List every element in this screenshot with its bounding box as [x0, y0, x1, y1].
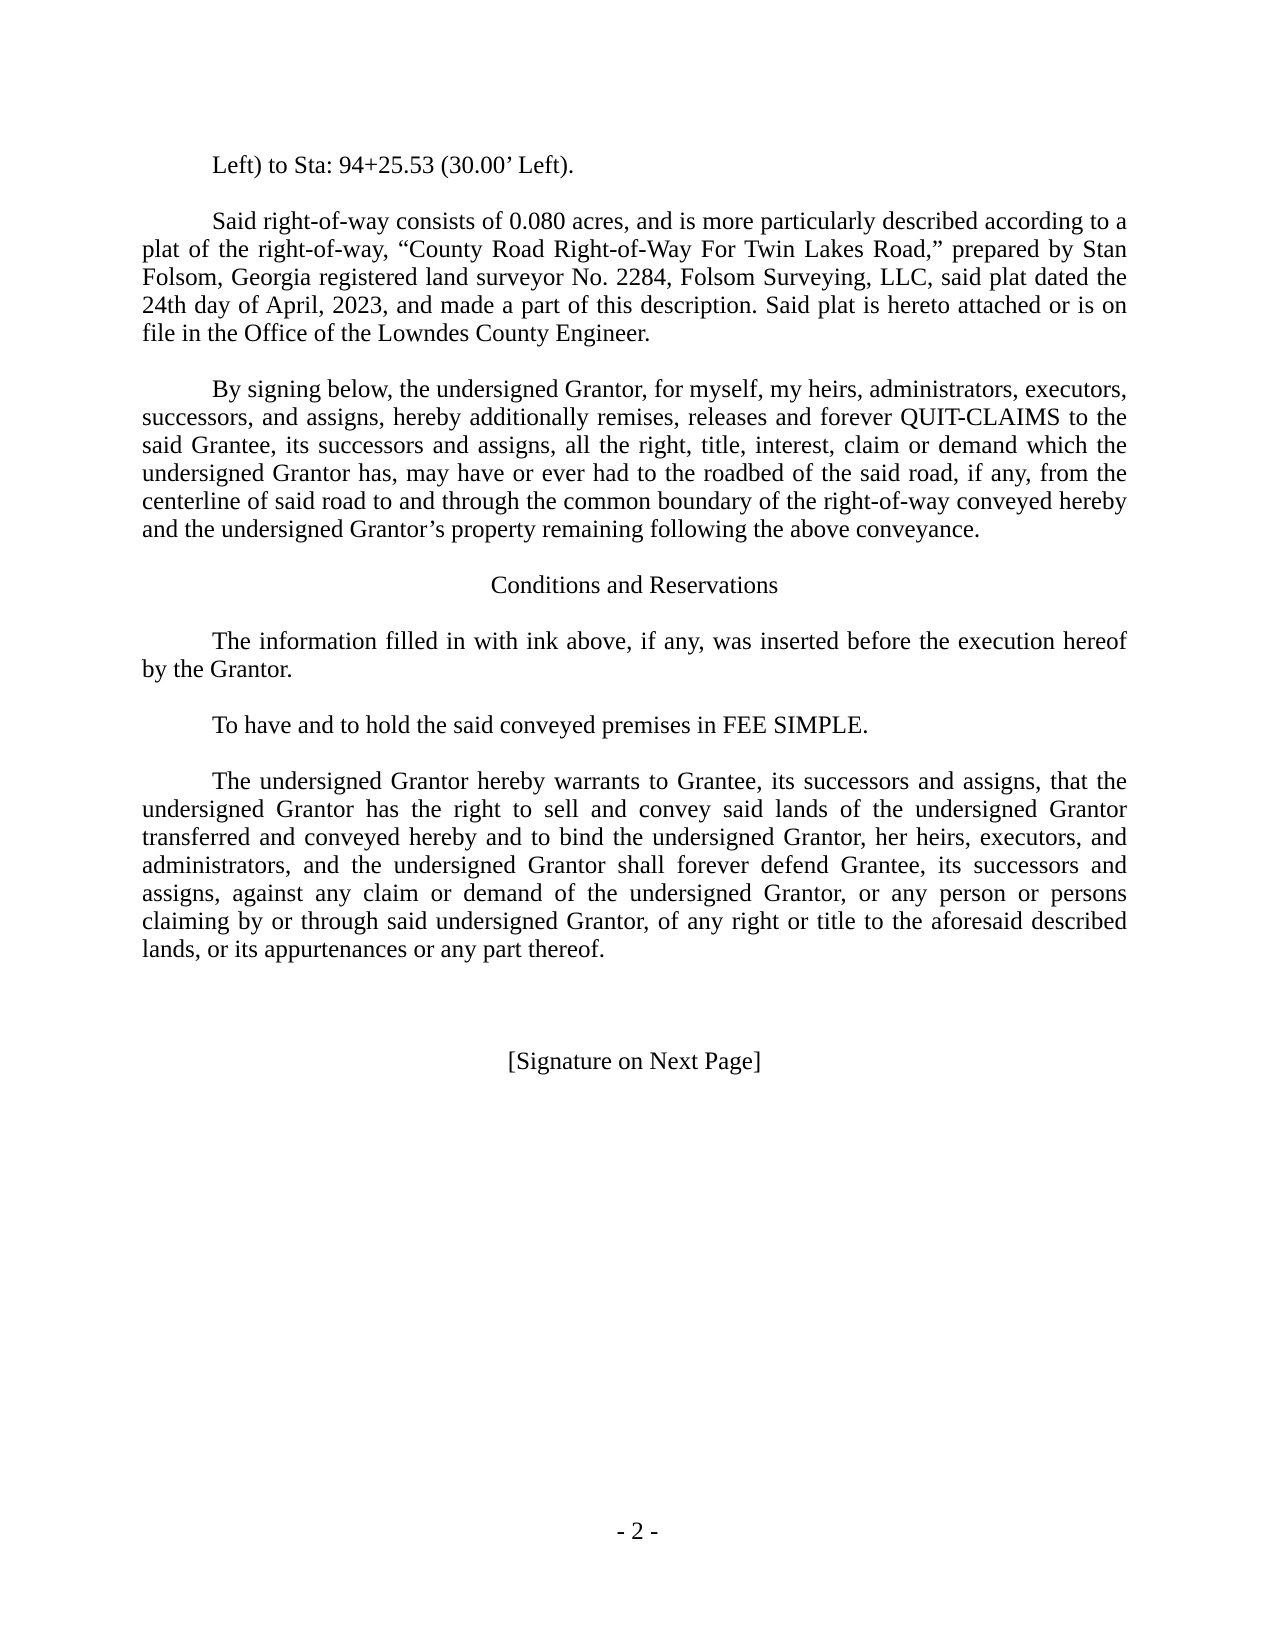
paragraph-quit-claim: By signing below, the undersigned Grantor, for myself, my heirs, administrators, executors, successors, and assigns, hereby additionally remises, releases and forever QUIT-CLAIMS to the said Grantee, its successors and assigns, all the right, title, interest, claim or demand which the undersigned Grantor has, may have or ever had to the roadbed of the said road, if any, from the centerline of said road to and through the common boundary of the right-of-way conveyed hereby and the undersigned Grantor’s property remaining following the above conveyance.: [142, 376, 1127, 543]
paragraph-station-continuation: Left) to Sta: 94+25.53 (30.00’ Left).: [212, 152, 575, 179]
paragraph-ink-information: The information filled in with ink above, if any, was inserted before the execution hereof by the Grantor.: [142, 628, 1127, 683]
paragraph-right-of-way-description: Said right-of-way consists of 0.080 acres, and is more particularly described according to a plat of the right-of-way, “County Road Right-of-Way For Twin Lakes Road,” prepared by Stan Folsom, Georgia registered land surveyor No. 2284, Folsom Surveying, LLC, said plat dated the 24th day of April, 2023, and made a part of this description. Said plat is hereto attached or is on file in the Office of the Lowndes County Engineer.: [142, 208, 1127, 347]
document-body: [142, 152, 1127, 1076]
paragraph-warranty: The undersigned Grantor hereby warrants to Grantee, its successors and assigns, that the undersigned Grantor has the right to sell and convey said lands of the undersigned Grantor transferred and conveyed hereby and to bind the undersigned Grantor, her heirs, executors, and administrators, and the undersigned Grantor shall forever defend Grantee, its successors and assigns, against any claim or demand of the undersigned Grantor, or any person or persons claiming by or through said undersigned Grantor, of any right or title to the aforesaid described lands, or its appurtenances or any part thereof.: [142, 768, 1127, 963]
signature-next-page-note: [Signature on Next Page]: [507, 1048, 762, 1075]
section-heading-conditions-and-reservations: Conditions and Reservations: [490, 572, 779, 599]
paragraph-fee-simple: To have and to hold the said conveyed premises in FEE SIMPLE.: [212, 712, 869, 739]
page-number: - 2 -: [616, 1518, 659, 1545]
